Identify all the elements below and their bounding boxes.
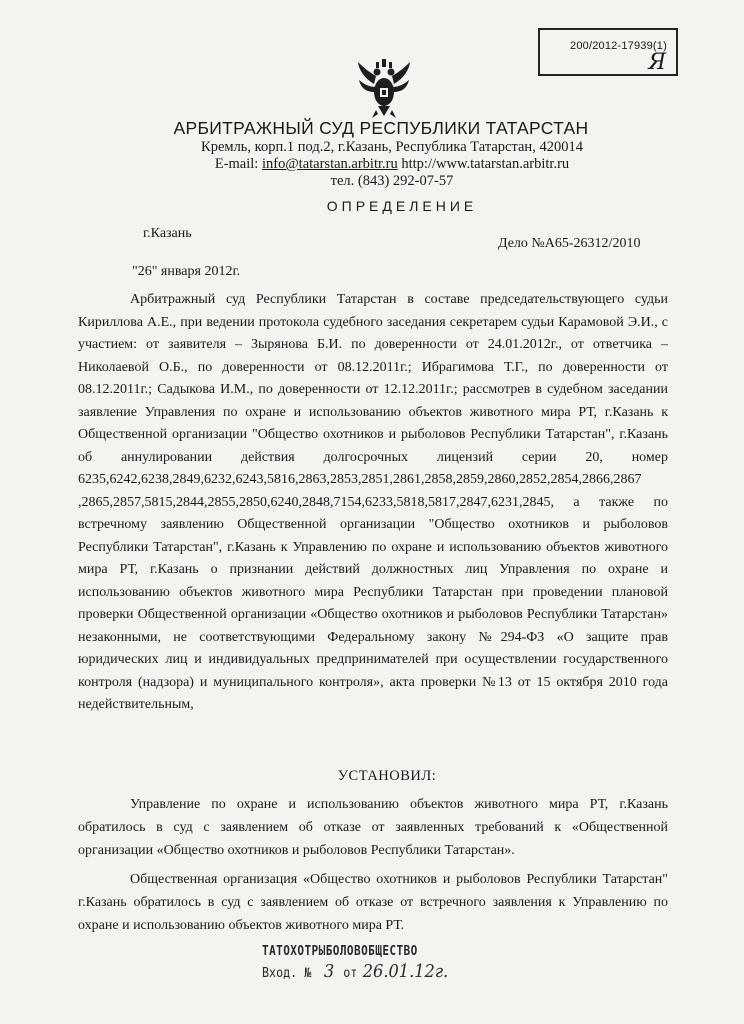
city: г.Казань xyxy=(143,226,192,241)
incoming-entry-row xyxy=(262,961,496,982)
incoming-stamp xyxy=(262,944,522,982)
case-number: Дело №А65-26312/2010 xyxy=(498,236,641,251)
court-address: Кремль, корп.1 под.2, г.Казань, Республика Татарстан, 420014 xyxy=(201,139,583,155)
document-date: "26" января 2012г. xyxy=(132,264,241,279)
court-phone: тел. (843) 292-07-57 xyxy=(330,173,454,189)
court-contacts xyxy=(0,156,744,173)
stamp-mark: Я xyxy=(648,50,666,75)
paragraph-findings-2: Общественная организация «Общество охотников и рыболовов Республики Татарстан" г.Казань обратилось в суд с заявлением об отказе от встречного заявления к Управлению по охране и использованию объектов животного мира РТ. xyxy=(78,872,668,933)
registration-stamp xyxy=(538,28,678,76)
entry-label: Вход. № xyxy=(262,966,312,981)
paragraph-findings-1: Управление по охране и использованию объектов животного мира РТ, г.Казань обратилось в суд с заявлением об отказе от заявленных требований к «Общественной организации «Общество охотников и рыболовов Республики Татарстан». xyxy=(78,797,668,858)
entry-date: 26.01.12г. xyxy=(362,961,449,982)
section-heading: УСТАНОВИЛ: xyxy=(337,768,437,784)
court-name: АРБИТРАЖНЫЙ СУД РЕСПУБЛИКИ ТАТАРСТАН xyxy=(173,118,589,138)
entry-number: 3 xyxy=(323,961,335,982)
paragraph-introduction: Арбитражный суд Республики Татарстан в составе председательствующего судьи Кириллова А.Е., при ведении протокола судебного заседания секретарем судьи Карамовой Э.И., с участием: от заявителя – Зырянова Б.И. по доверенности от 24.01.2012г., от ответчика – Николаевой О.Б., по доверенности от 08.12.2011г.; Ибрагимова Т.Г., по доверенности от 08.12.2011г.; Садыкова И.М., по доверенности от 12.12.2011г.; рассмотрев в судебном заседании заявление Управления по охране и использованию объектов животного мира РТ, г.Казань к Общественной организации "Общество охотников и рыболовов Республики Татарстан", г.Казань об аннулировании действия долгосрочных лицензий серии 20, номер 6235,6242,6238,2849,6232,6243,5816,2863,2853,2851,2861,2858,2859,2860,2852,2854,2866,2867 ,2865,2857,5815,2844,2855,2850,6240,2848,7154,6233,5818,5817,2847,6231,2845, а также по встречному заявлению Общественной организации "Общество охотников и рыболовов Республики Татарстан", г.Казань к Управлению по охране и использованию объектов животного мира РТ, г.Казань о признании действий должностных лиц Управления по охране и использованию объектов животного мира Республики Татарстан при проведении плановой проверки Общественной организации «Общество охотников и рыболовов Республики Татарстан» незаконными, не соответствующими Федеральному закону №294-ФЗ «О защите прав юридических лиц и индивидуальных предпринимателей при осуществлении государственного контроля (надзора) и муниципального контроля», акта проверки №13 от 15 октября 2010 года недействительным, xyxy=(78,292,668,712)
coat-of-arms-icon xyxy=(356,58,412,120)
document-title: ОПРЕДЕЛЕНИЕ xyxy=(326,198,478,214)
website-link[interactable]: http://www.tatarstan.arbitr.ru xyxy=(397,156,570,172)
email-label: E-mail: xyxy=(214,156,262,172)
entry-date-label: от xyxy=(343,966,358,981)
email-link[interactable]: info@tatarstan.arbitr.ru xyxy=(261,156,398,172)
incoming-organization: ТАТОХОТРЫБОЛОВОБЩЕСТВО xyxy=(262,944,418,959)
stamp-number: 200/2012-17939(1) xyxy=(570,40,667,52)
